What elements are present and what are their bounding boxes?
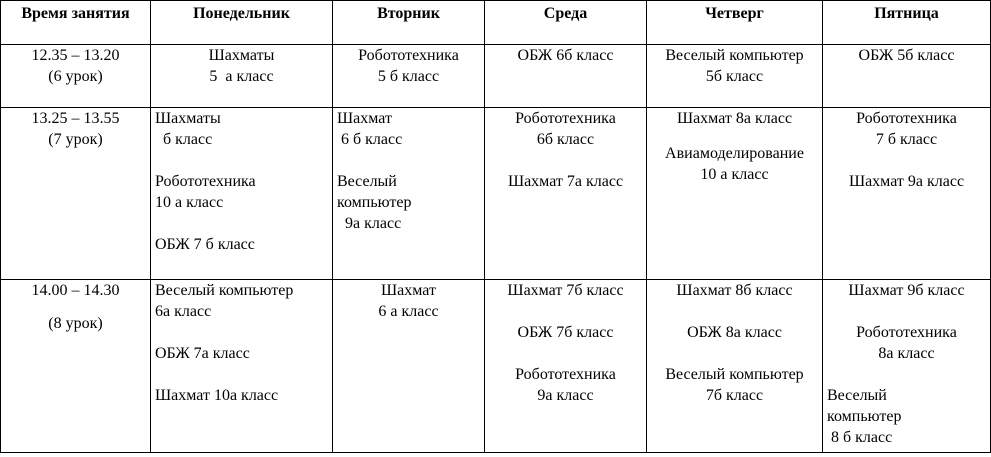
entry: Шахмат 7б класс [507,282,624,299]
thursday-cell [647,45,823,108]
entry: 8 б класс [827,429,893,446]
entry: Шахмат [337,110,392,127]
header-thursday: Четверг [647,1,823,45]
entry: ОБЖ 5б класс [858,47,955,64]
entry: Шахмат [381,282,436,299]
entry: Веселый компьютер [665,47,804,64]
entry: компьютер [337,194,412,211]
entry: Робототехника [515,366,616,383]
time-cell [1,280,151,453]
entry: 5 б класс [377,68,440,85]
wednesday-cell [485,108,647,280]
entry: 6б класс [536,131,595,148]
schedule-row [1,108,991,280]
entry: ОБЖ 6б класс [517,47,614,64]
entry: Веселый [337,173,397,190]
entry: Шахмат 8а класс [676,110,793,127]
entry: 10 а класс [155,194,224,211]
header-time: Время занятия [1,1,151,45]
header-friday: Пятница [823,1,991,45]
time-cell [1,45,151,108]
entry: ОБЖ 7 б класс [155,236,255,253]
entry: 5б класс [705,68,764,85]
entry: Шахматы [155,110,221,127]
entry: 7 б класс [875,131,938,148]
monday-cell [151,108,333,280]
entry: Веселый компьютер [155,282,294,299]
entry: Робототехника [856,110,957,127]
entry: Авиамоделирование [665,145,804,162]
friday-cell [823,280,991,453]
entry: 9а класс [537,387,594,404]
time-range: 13.25 – 13.55 [31,110,120,127]
header-wednesday: Среда [485,1,647,45]
entry: 5 а класс [209,68,274,85]
tuesday-cell [333,108,485,280]
entry: Шахмат 7а класс [507,173,624,190]
thursday-cell [647,108,823,280]
schedule-row [1,45,991,108]
header-tuesday: Вторник [333,1,485,45]
time-range: 12.35 – 13.20 [31,47,120,64]
entry: Шахмат 9б класс [848,282,965,299]
entry: Шахмат 10а класс [155,387,279,404]
lesson-number: (6 урок) [48,68,103,85]
tuesday-cell [333,45,485,108]
entry: 6а класс [155,303,212,320]
entry: Робототехника [358,47,459,64]
friday-cell [823,108,991,280]
monday-cell [151,45,333,108]
entry: Шахмат 8б класс [676,282,793,299]
friday-cell [823,45,991,108]
entry: 6 б класс [337,131,403,148]
entry: Шахматы [208,47,275,64]
wednesday-cell [485,45,647,108]
lesson-number: (7 урок) [48,131,103,148]
header-row [1,1,991,45]
entry: Робототехника [155,173,256,190]
entry: ОБЖ 8а класс [687,324,782,341]
entry: Робототехника [515,110,616,127]
time-range: 14.00 – 14.30 [31,282,120,299]
schedule-row [1,280,991,453]
entry: Робототехника [856,324,957,341]
lesson-number: (8 урок) [48,315,103,332]
entry: Веселый [827,387,887,404]
thursday-cell [647,280,823,453]
wednesday-cell [485,280,647,453]
entry: 7б класс [705,387,764,404]
entry: 9а класс [337,215,402,232]
monday-cell [151,280,333,453]
header-monday: Понедельник [151,1,333,45]
entry: 10 а класс [700,166,769,183]
entry: б класс [155,131,213,148]
entry: Шахмат 9а класс [848,173,965,190]
tuesday-cell [333,280,485,453]
entry: компьютер [827,408,902,425]
time-cell [1,108,151,280]
entry: Веселый компьютер [665,366,804,383]
entry: 8а класс [878,345,935,362]
entry: ОБЖ 7а класс [155,345,250,362]
entry: 6 а класс [378,303,439,320]
entry: ОБЖ 7б класс [517,324,614,341]
